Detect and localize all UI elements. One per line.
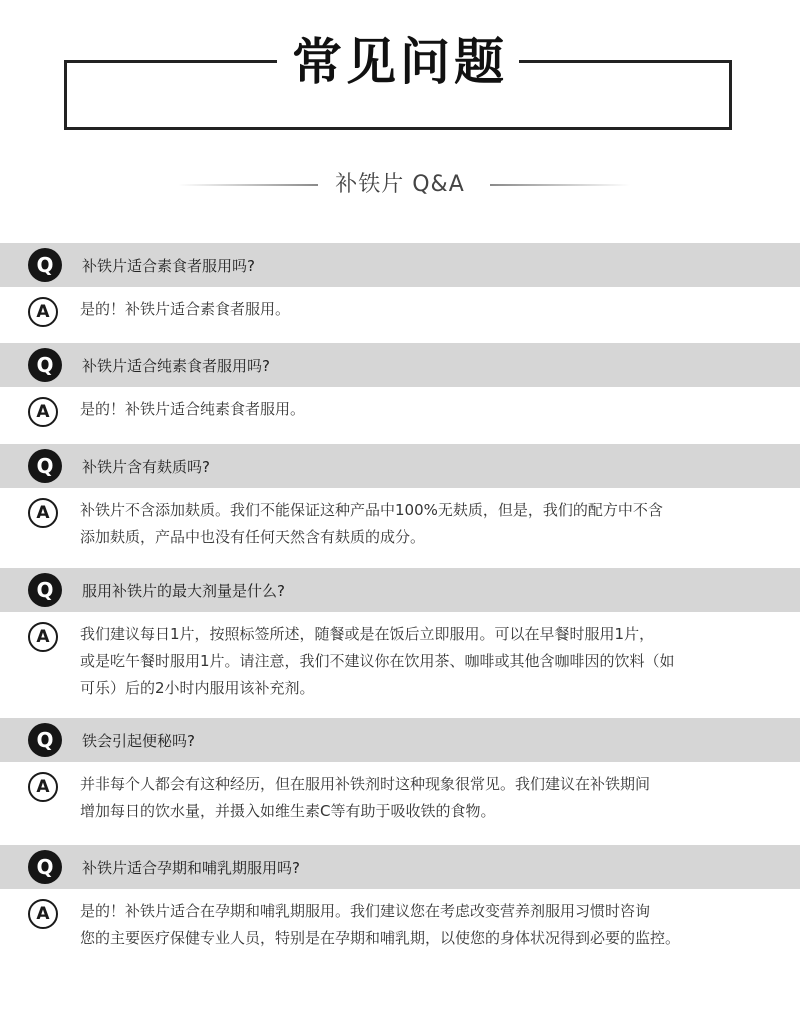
a-badge-icon: A xyxy=(28,397,58,427)
answer-row xyxy=(0,287,800,327)
answer-line: 增加每日的饮水量，并摄入如维生素C等有助于吸收铁的食物。 xyxy=(80,802,496,820)
answer-text xyxy=(80,771,760,825)
answer-row xyxy=(0,387,800,427)
answer-text xyxy=(80,296,760,323)
answer-line: 并非每个人都会有这种经历，但在服用补铁剂时这种现象很常见。我们建议在补铁期间 xyxy=(80,775,651,793)
question-bar xyxy=(0,718,800,762)
answer-text xyxy=(80,621,760,702)
faq-item xyxy=(0,845,800,952)
faq-item xyxy=(0,343,800,427)
answer-line: 是的！补铁片适合在孕期和哺乳期服用。我们建议您在考虑改变营养剂服用习惯时咨询 xyxy=(80,902,651,920)
answer-row xyxy=(0,488,800,551)
a-badge-icon: A xyxy=(28,772,58,802)
answer-row xyxy=(0,612,800,702)
answer-line: 我们建议每日1片，按照标签所述，随餐或是在饭后立即服用。可以在早餐时服用1片， xyxy=(80,625,655,643)
subtitle: 补铁片 Q&A xyxy=(335,172,465,197)
faq-item xyxy=(0,243,800,327)
answer-row xyxy=(0,889,800,952)
a-badge-icon: A xyxy=(28,622,58,652)
a-badge-icon: A xyxy=(28,498,58,528)
question-text: 补铁片适合孕期和哺乳期服用吗? xyxy=(82,858,300,877)
q-badge-icon: Q xyxy=(28,248,62,282)
faq-item xyxy=(0,444,800,551)
page-title: 常见问题 xyxy=(292,33,508,91)
answer-line: 补铁片不含添加麸质。我们不能保证这种产品中100%无麸质，但是，我们的配方中不含 xyxy=(80,501,663,519)
subtitle-section xyxy=(0,168,800,202)
a-badge-icon: A xyxy=(28,297,58,327)
question-bar xyxy=(0,343,800,387)
question-bar xyxy=(0,444,800,488)
question-text: 补铁片适合素食者服用吗? xyxy=(82,256,255,275)
question-bar xyxy=(0,568,800,612)
q-badge-icon: Q xyxy=(28,850,62,884)
q-badge-icon: Q xyxy=(28,573,62,607)
q-badge-icon: Q xyxy=(28,348,62,382)
question-text: 铁会引起便秘吗? xyxy=(82,731,195,750)
faq-item xyxy=(0,718,800,825)
answer-row xyxy=(0,762,800,825)
answer-line: 是的！补铁片适合纯素食者服用。 xyxy=(80,400,306,418)
question-bar xyxy=(0,845,800,889)
q-badge-icon: Q xyxy=(28,449,62,483)
answer-line: 您的主要医疗保健专业人员，特别是在孕期和哺乳期，以使您的身体状况得到必要的监控。 xyxy=(80,929,681,947)
q-badge-icon: Q xyxy=(28,723,62,757)
answer-line: 添加麸质，产品中也没有任何天然含有麸质的成分。 xyxy=(80,528,426,546)
answer-line: 是的！补铁片适合素食者服用。 xyxy=(80,300,291,318)
answer-text xyxy=(80,898,760,952)
question-text: 补铁片含有麸质吗? xyxy=(82,457,210,476)
answer-text xyxy=(80,497,760,551)
answer-line: 可乐）后的2小时内服用该补充剂。 xyxy=(80,679,315,697)
question-text: 服用补铁片的最大剂量是什么? xyxy=(82,581,285,600)
a-badge-icon: A xyxy=(28,899,58,929)
faq-item xyxy=(0,568,800,702)
answer-text xyxy=(80,396,760,423)
question-bar xyxy=(0,243,800,287)
answer-line: 或是吃午餐时服用1片。请注意，我们不建议你在饮用茶、咖啡或其他含咖啡因的饮料（如 xyxy=(80,652,675,670)
question-text: 补铁片适合纯素食者服用吗? xyxy=(82,356,270,375)
